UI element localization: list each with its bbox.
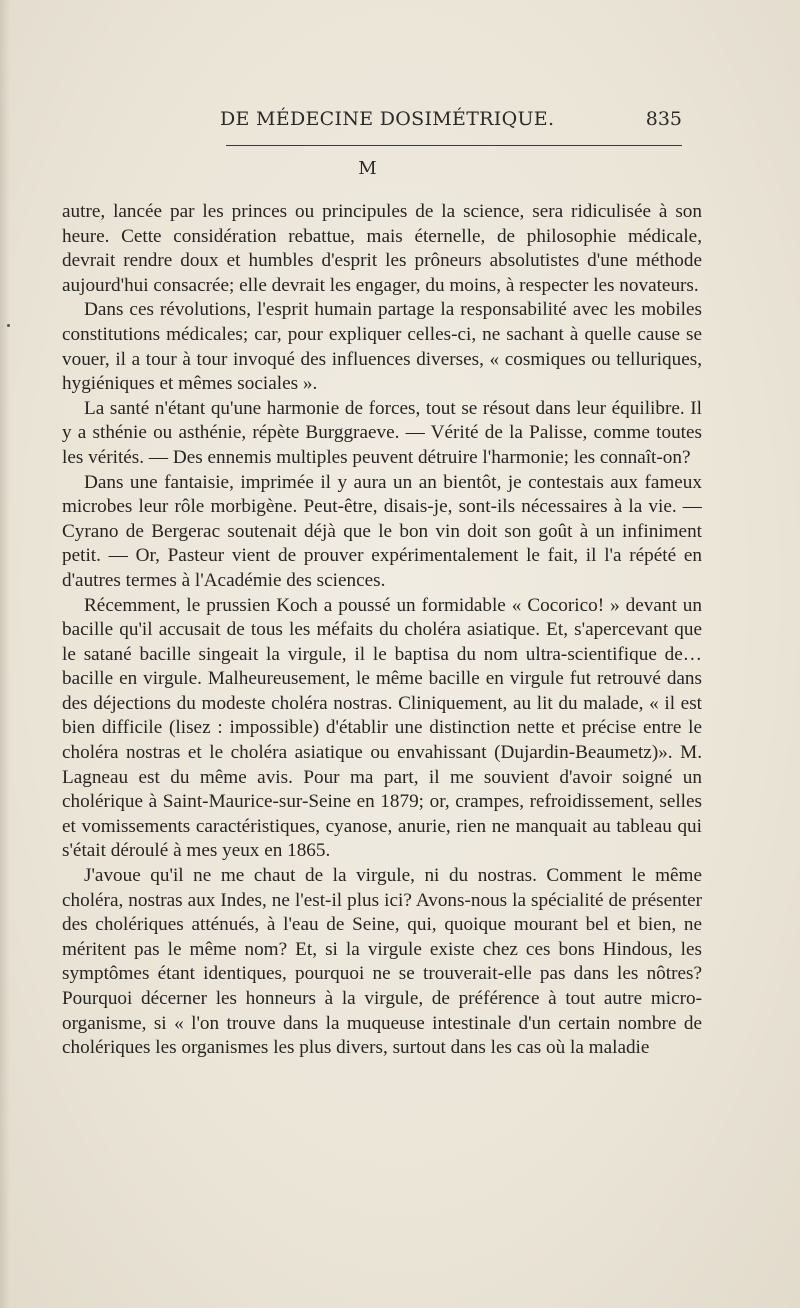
paragraph: Récemment, le prussien Koch a poussé un formidable « Cocorico! » devant un bacille qu'il accusait de tous les méfaits du choléra asiatique. Et, s'apercevant que le satané bacille singeait la virgule, il le baptisa du nom ultra-scientifique de… bacille en virgule. Malheureusement, le même bacille en virgule fut retrouvé dans des déjections du modeste choléra nostras. Cliniquement, au lit du malade, « il est bien difficile (lisez : impossible) d'établir une distinction nette et précise entre le choléra nostras et le choléra asiatique ou envahissant (Dujardin-Beaumetz)». M. Lagneau est du même avis. Pour ma part, il me souvient d'avoir soigné un cholérique à Saint-Maurice-sur-Seine en 1879; or, crampes, refroidissement, selles et vomissements caractéristiques, cyanose, anurie, rien ne manquait au tableau qui s'était déroulé à mes yeux en 1865. <box>62 594 702 862</box>
paragraph: Dans ces révolutions, l'esprit humain partage la responsabilité avec les mobiles constitutions médicales; car, pour expliquer celles-ci, ne sachant à quelle cause se vouer, il a tour à tour invoqué des influences diverses, « cosmiques ou telluriques, hygiéniques et mêmes sociales ». <box>62 299 702 395</box>
page-edge-shadow <box>0 0 10 1308</box>
paragraph: J'avoue qu'il ne me chaut de la virgule, ni du nostras. Comment le même choléra, nostras aux Indes, ne l'est-il plus ici? Avons-nous la spécialité de présenter des cholériques atténués, à l'eau de Seine, qui, quoique mourant bel et bien, ne méritent pas le même nom? Et, si la virgule existe chez ces bons Hindous, les symptômes étant identiques, pourquoi ne se trouverait-elle pas dans les nôtres? Pourquoi décerner les honneurs à la virgule, de préférence à tout autre micro-organisme, si « l'on trouve dans la muqueuse intestinale d'un certain nombre de cholériques les organismes les plus divers, surtout dans les cas où la maladie <box>62 865 702 1059</box>
paragraph: autre, lancée par les princes ou principules de la science, sera ridiculisée à son heure. Cette considération rebattue, mais éternelle, de philosophie médicale, devrait rendre doux et humbles d'esprit les prôneurs absolutistes d'une méthode aujourd'hui consacrée; elle devrait les engager, du moins, à respecter les novateurs. <box>62 201 702 296</box>
signature-mark: M <box>358 158 377 179</box>
running-header <box>180 108 700 138</box>
page-number: 835 <box>645 108 682 130</box>
margin-dot <box>7 324 10 327</box>
header-rule <box>226 145 682 146</box>
paragraph: La santé n'étant qu'une harmonie de forces, tout se résout dans leur équilibre. Il y a sthénie ou asthénie, répète Burggraeve. — Vérité de la Palisse, comme toutes les vérités. — Des ennemis multiples peuvent détruire l'harmonie; les connaît-on? <box>62 397 702 468</box>
paragraph: Dans une fantaisie, imprimée il y aura un an bientôt, je contestais aux fameux microbes leur rôle morbigène. Peut-être, disais-je, sont-ils nécessaires à la vie. — Cyrano de Bergerac soutenait déjà que le bon vin doit son goût à un infiniment petit. — Or, Pasteur vient de prouver expérimentalement le fait, il l'a répété en d'autres termes à l'Académie des sciences. <box>62 471 702 591</box>
running-title: DE MÉDECINE DOSIMÉTRIQUE. <box>220 108 555 130</box>
body-text <box>62 200 702 1061</box>
